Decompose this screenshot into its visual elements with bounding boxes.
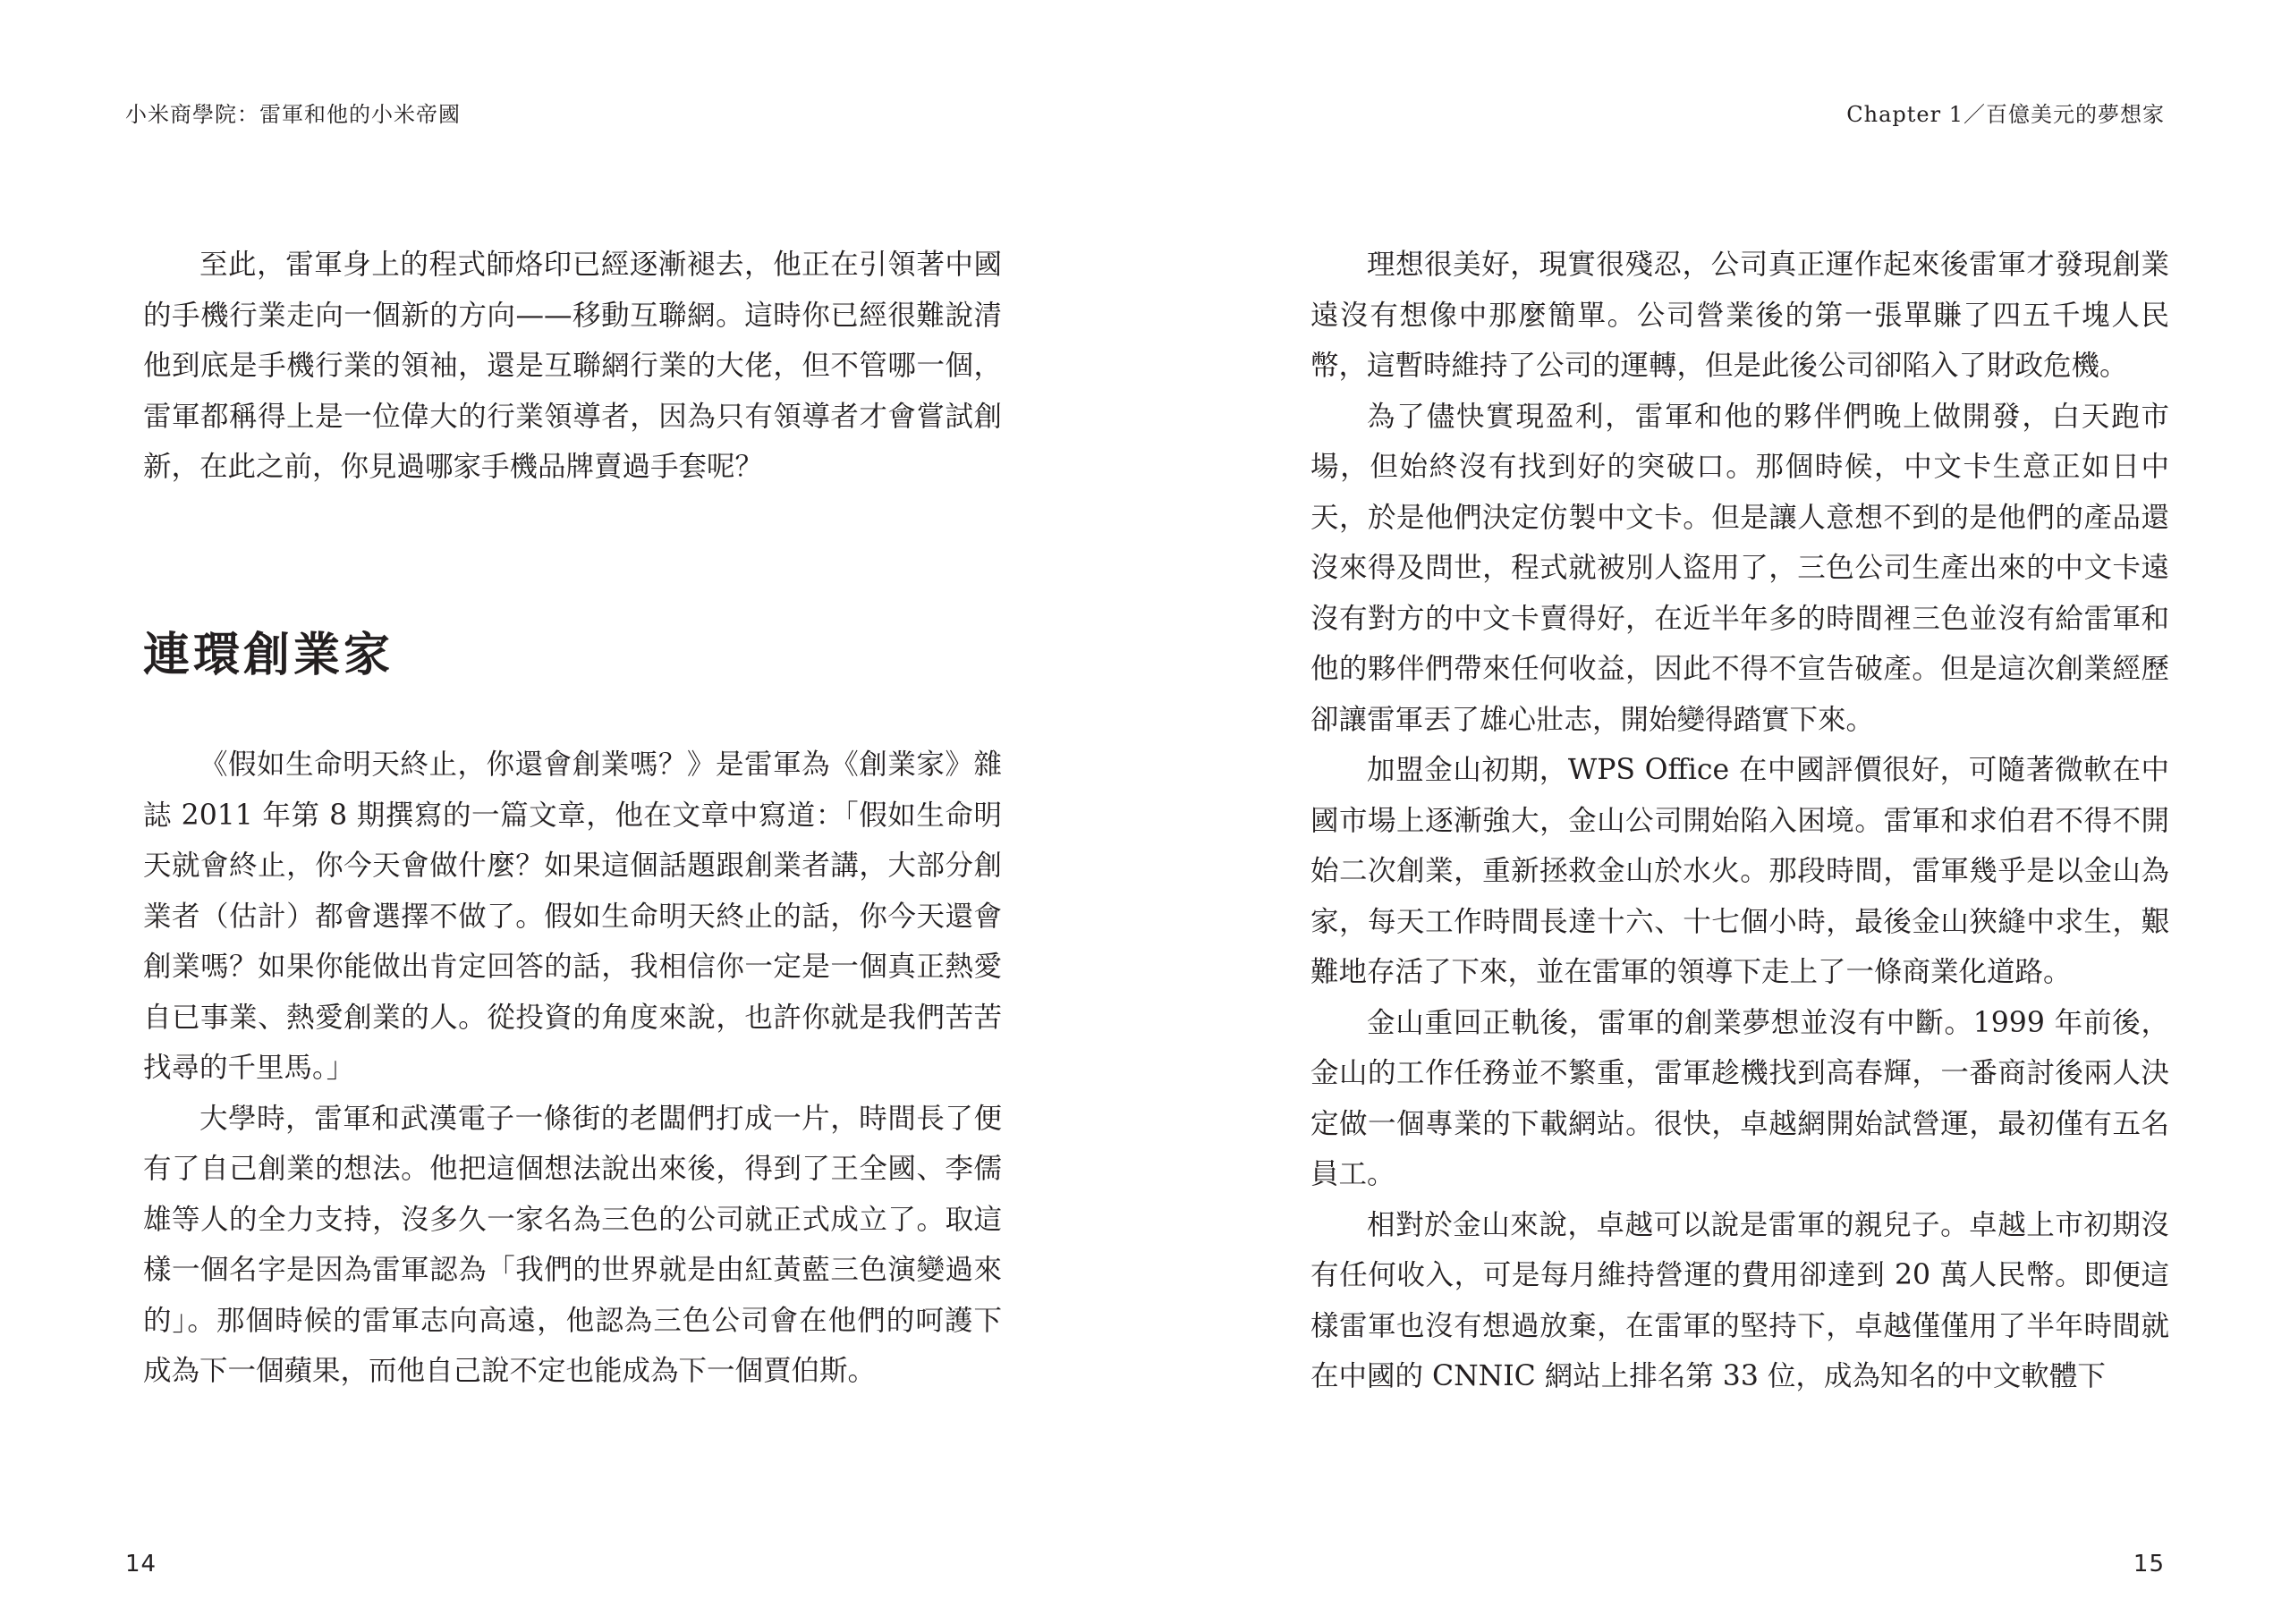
intro-text-block (143, 240, 1002, 493)
body-paragraph: 理想很美好，現實很殘忍，公司真正運作起來後雷軍才發現創業遠沒有想像中那麼簡單。公司營業後的第一張單賺了四五千塊人民幣，這暫時維持了公司的運轉，但是此後公司卻陷入了財政危機。 (1310, 249, 2169, 382)
right-text-block (1310, 240, 2169, 1402)
body-paragraph: 加盟金山初期，WPS Office 在中國評價很好，可隨著微軟在中國市場上逐漸強大，金山公司開始陷入困境。雷軍和求伯君不得不開始二次創業，重新拯救金山於水火。那段時間，雷軍幾乎是以金山為家，每天工作時間長達十六、十七個小時，最後金山狹縫中求生，艱難地存活了下來，並在雷軍的領導下走上了一條商業化道路。 (1310, 754, 2169, 988)
page-number: 14 (125, 1551, 157, 1577)
page-number: 15 (2133, 1551, 2165, 1577)
section-text-block (143, 740, 1002, 1397)
body-paragraph: 至此，雷軍身上的程式師烙印已經逐漸褪去，他正在引領著中國的手機行業走向一個新的方向——移動互聯網。這時你已經很難說清他到底是手機行業的領袖，還是互聯網行業的大佬，但不管哪一個，雷軍都稱得上是一位偉大的行業領導者，因為只有領導者才會嘗試創新，在此之前，你見過哪家手機品牌賣過手套呢？ (143, 249, 1002, 483)
running-head-chapter-title: Chapter 1／百億美元的夢想家 (1846, 102, 2165, 127)
body-paragraph: 為了儘快實現盈利，雷軍和他的夥伴們晚上做開發，白天跑市場，但始終沒有找到好的突破口。那個時候，中文卡生意正如日中天，於是他們決定仿製中文卡。但是讓人意想不到的是他們的產品還沒來得及問世，程式就被別人盜用了，三色公司生產出來的中文卡遠沒有對方的中文卡賣得好，在近半年多的時間裡三色並沒有給雷軍和他的夥伴們帶來任何收益，因此不得不宣告破產。但是這次創業經歷卻讓雷軍丟了雄心壯志，開始變得踏實下來。 (1310, 400, 2169, 736)
body-paragraph: 相對於金山來說，卓越可以說是雷軍的親兒子。卓越上市初期沒有任何收入，可是每月維持營運的費用卻達到 20 萬人民幣。即便這樣雷軍也沒有想過放棄，在雷軍的堅持下，卓越僅僅用了半年時間就在中國的 CNNIC 網站上排名第 33 位，成為知名的中文軟體下 (1310, 1208, 2169, 1392)
body-paragraph: 《假如生命明天終止，你還會創業嗎？》是雷軍為《創業家》雜誌 2011 年第 8 期撰寫的一篇文章，他在文章中寫道：「假如生命明天就會終止，你今天會做什麼？如果這個話題跟創業者講，大部分創業者（估計）都會選擇不做了。假如生命明天終止的話，你今天還會創業嗎？如果你能做出肯定回答的話，我相信你一定是一個真正熱愛自已事業、熱愛創業的人。從投資的角度來說，也許你就是我們苦苦找尋的千里馬。」 (143, 749, 1002, 1084)
running-head-book-title: 小米商學院：雷軍和他的小米帝國 (125, 102, 461, 127)
body-paragraph: 大學時，雷軍和武漢電子一條街的老闆們打成一片，時間長了便有了自己創業的想法。他把這個想法說出來後，得到了王全國、李儒雄等人的全力支持，沒多久一家名為三色的公司就正式成立了。取這樣一個名字是因為雷軍認為「我們的世界就是由紅黃藍三色演變過來的」。那個時候的雷軍志向高遠，他認為三色公司會在他們的呵護下成為下一個蘋果，而他自己說不定也能成為下一個賈伯斯。 (143, 1102, 1002, 1387)
body-paragraph: 金山重回正軌後，雷軍的創業夢想並沒有中斷。1999 年前後，金山的工作任務並不繁重，雷軍趁機找到高春輝，一番商討後兩人決定做一個專業的下載網站。很快，卓越網開始試營運，最初僅有五名員工。 (1310, 1006, 2169, 1190)
section-heading: 連環創業家 (143, 629, 394, 682)
right-page (1145, 0, 2290, 1624)
